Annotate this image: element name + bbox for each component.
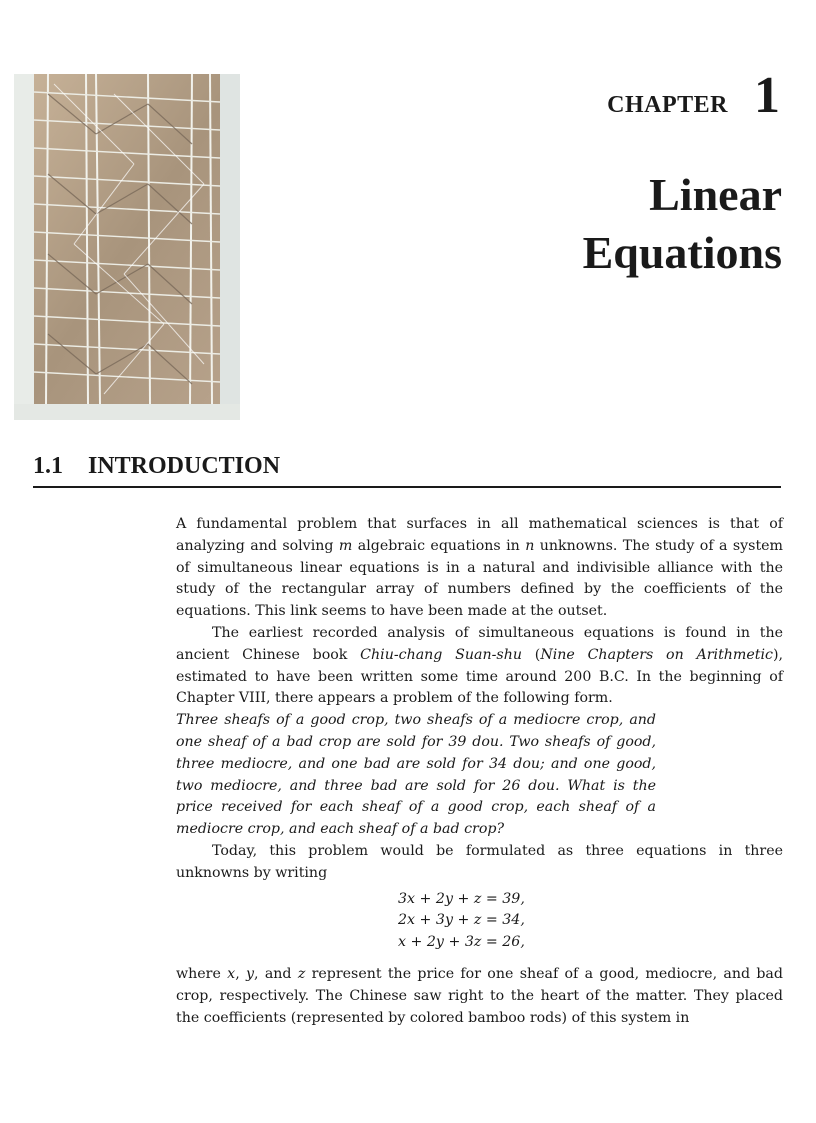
chapter-title [583, 166, 782, 282]
equation-1: 3x + 2y + z = 39, [398, 890, 525, 907]
paragraph-1 [176, 514, 783, 623]
equation-2: 2x + 3y + z = 34, [398, 912, 525, 929]
chapter-number: 1 [754, 67, 780, 124]
para2-text-a: The earliest recorded analysis of simultaneous equations is found in the ancient Chinese book [176, 624, 783, 663]
chapter-photo [14, 74, 240, 420]
book-title: Chiu-chang Suan-shu [360, 646, 522, 663]
para2-text-b: ), estimated to have been written some time around 200 B.C. In the beginning of Chapter VIII, there appears a problem of the following form. [176, 646, 783, 707]
equation-system [398, 889, 783, 954]
section-number: 1.1 [33, 453, 63, 479]
chapter-title-line1: Linear [649, 169, 782, 220]
paragraph-3: Today, this problem would be formulated as three equations in three unknowns by writing [176, 842, 783, 881]
body-text [176, 514, 783, 1029]
var-z: z [297, 965, 306, 982]
problem-quote: Three sheafs of a good crop, two sheafs of a mediocre crop, and one sheaf of a bad crop are sold for 39 dou. Two sheafs of good, three mediocre, and one bad are sold for 34 dou; and one good, two mediocre, and three bad are sold for 26 dou. What is the price received for each sheaf of a good crop, each sheaf of a mediocre crop, and each sheaf of a bad crop? [176, 712, 656, 838]
para1-text-c: unknowns. The study of a system of simultaneous linear equations is in a natural and indivisible alliance with the study of the rectangular array of numbers defined by the coefficients of the equations. This link seems to have been made at the outset. [176, 537, 783, 620]
var-m: m [338, 537, 353, 554]
book-title-english: Nine Chapters on Arithmetic [540, 646, 773, 663]
var-n: n [525, 537, 535, 554]
var-y: y [246, 965, 255, 982]
para4-sep-1: , [235, 965, 246, 982]
chapter-label [607, 66, 780, 125]
equation-3: x + 2y + 3z = 26, [398, 934, 525, 951]
paragraph-4 [176, 964, 783, 1029]
para1-text-a: A fundamental problem that surfaces in all mathematical sciences is that of analyzing and solving [176, 516, 783, 554]
paragraph-2 [176, 623, 783, 710]
para4-text-b: represent the price for one sheaf of a good, mediocre, and bad crop, respectively. The Chinese saw right to the heart of the matter. They placed the coefficients (represented by colored bamboo rods) of this system in [176, 965, 783, 1026]
chapter-title-line2: Equations [582, 227, 782, 278]
section-title: INTRODUCTION [88, 453, 281, 479]
var-x: x [227, 965, 236, 982]
chapter-word: CHAPTER [607, 92, 728, 118]
para4-text-a: where [176, 965, 228, 982]
para1-text-b: algebraic equations in [352, 537, 526, 554]
section-heading [33, 453, 781, 488]
para2-paren: ( [521, 646, 541, 663]
para4-sep-2: , and [254, 965, 298, 982]
